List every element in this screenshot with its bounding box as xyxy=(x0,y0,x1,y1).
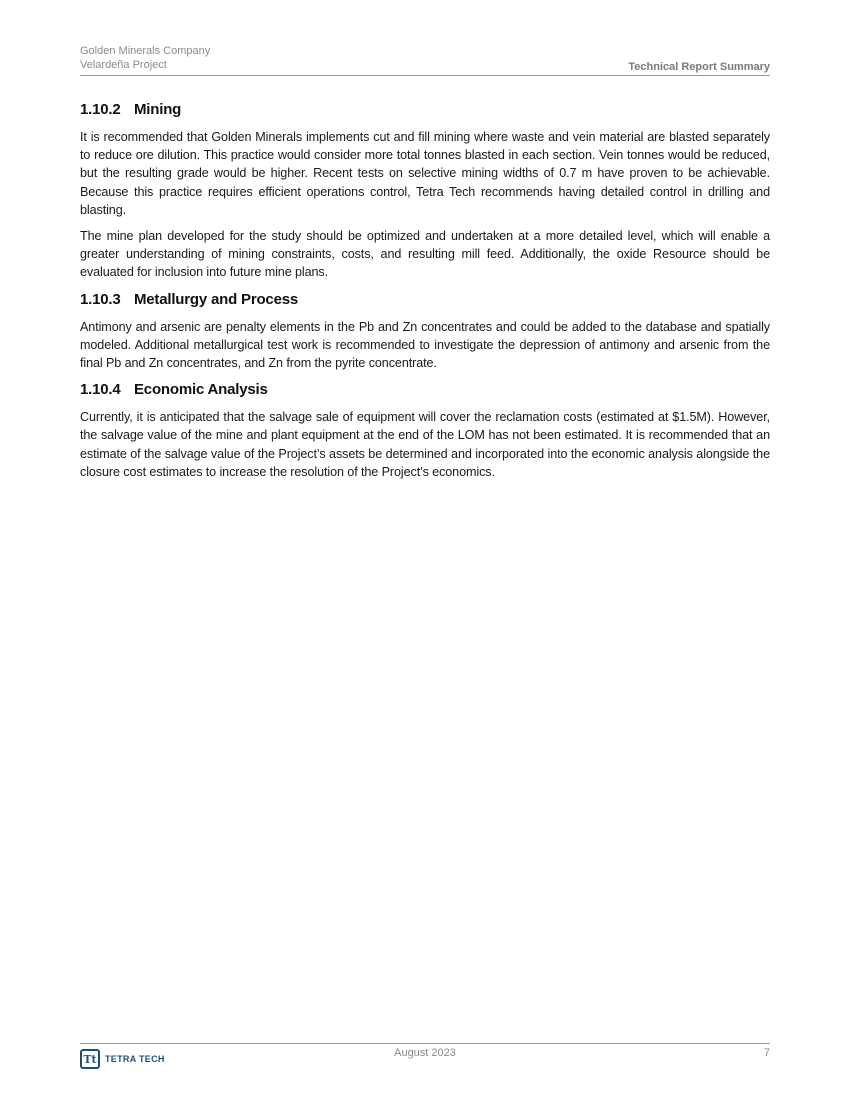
section-title: Economic Analysis xyxy=(134,381,268,399)
footer-date: August 2023 xyxy=(394,1047,456,1059)
report-title: Technical Report Summary xyxy=(628,61,770,73)
tetra-tech-logo-icon: Tt xyxy=(80,1049,100,1069)
section-number: 1.10.3 xyxy=(80,290,121,308)
paragraph: Antimony and arsenic are penalty elements in the Pb and Zn concentrates and could be added to the database and spatially modeled. Additional metallurgical test work is recommended to investigate the depression of antimony and arsenic from the final Pb and Zn concentrates, and Zn from the pyrite concentrate. xyxy=(80,319,770,371)
section-heading xyxy=(80,100,770,120)
section-number: 1.10.4 xyxy=(80,381,121,399)
section-title: Metallurgy and Process xyxy=(134,290,298,308)
company-name: Golden Minerals Company xyxy=(80,45,211,57)
section-mining xyxy=(80,100,770,282)
section-metallurgy-and-process xyxy=(80,290,770,373)
paragraph: Currently, it is anticipated that the salvage sale of equipment will cover the reclamation costs (estimated at $1.5M). However, the salvage value of the mine and plant equipment at the end of the LOM has not been estimated. It is recommended that an estimate of the salvage value of the Project’s assets be determined and incorporated into the economic analysis alongside the closure cost estimates to increase the resolution of the Project’s economics. xyxy=(80,410,770,479)
section-title: Mining xyxy=(134,101,182,118)
section-economic-analysis xyxy=(80,380,770,481)
page-footer xyxy=(80,1043,770,1074)
project-name: Velardeña Project xyxy=(80,59,167,71)
page-header xyxy=(80,44,770,76)
section-heading xyxy=(80,290,770,310)
section-heading xyxy=(80,380,770,400)
main-content xyxy=(80,100,770,489)
paragraph: It is recommended that Golden Minerals implements cut and fill mining where waste and vein material are blasted separately to reduce ore dilution. This practice would consider more total tonnes blasted in each section. Vein tonnes would be reduced, but the resulting grade would be higher. Recent tests on selective mining widths of 0.7 m have proven to be achievable. Because this practice requires efficient operations control, Tetra Tech recommends having detailed control in drilling and blasting. xyxy=(80,130,770,217)
paragraph: The mine plan developed for the study should be optimized and undertaken at a more detailed level, which will enable a greater understanding of mining constraints, costs, and resulting mill feed. Additionally, the oxide Resource should be evaluated for inclusion into future mine plans. xyxy=(80,229,770,280)
section-number: 1.10.2 xyxy=(80,101,121,118)
page-number: 7 xyxy=(763,1047,770,1059)
logo-text: TETRA TECH xyxy=(105,1054,165,1064)
